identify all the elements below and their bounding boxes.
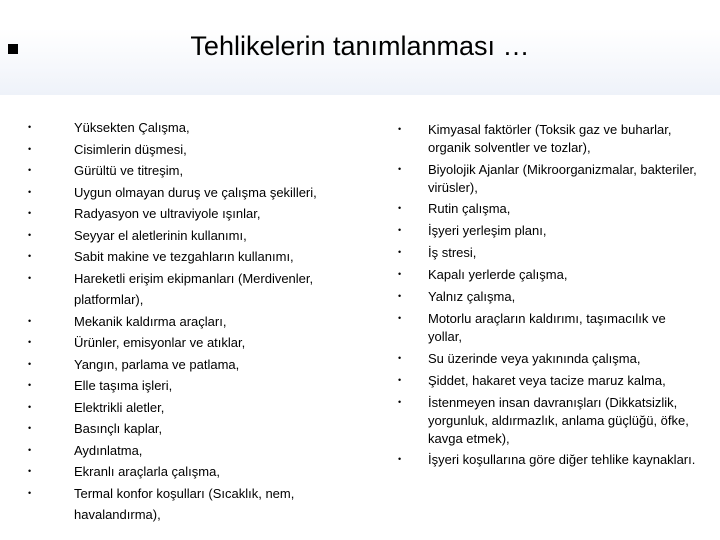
list-item-text: Ürünler, emisyonlar ve atıklar, xyxy=(74,335,246,350)
list-item xyxy=(398,119,698,158)
bullet-icon: • xyxy=(28,143,32,154)
list-item-text: İstenmeyen insan davranışları (Dikkatsizlik, yorgunluk, aldırmazlık, anlama güçlüğü, öfke, kavga etmek), xyxy=(428,394,689,446)
list-item-text: Gürültü ve titreşim, xyxy=(74,163,184,178)
list-item-text: Hareketli erişim ekipmanları (Merdivenler, platformlar), xyxy=(74,270,314,307)
left-hazard-list xyxy=(28,117,358,526)
list-item-text: İşyeri koşullarına göre diğer tehlike kaynakları. xyxy=(428,452,696,467)
list-item-text: Yalnız çalışma, xyxy=(428,289,516,304)
list-item xyxy=(398,348,698,370)
bullet-icon: • xyxy=(398,313,402,323)
list-item xyxy=(28,483,358,526)
list-item-text: İş stresi, xyxy=(428,245,477,260)
list-item xyxy=(28,160,358,182)
bullet-icon: • xyxy=(398,203,402,213)
list-item-text: Basınçlı kaplar, xyxy=(74,421,163,436)
list-item xyxy=(28,246,358,268)
list-item-text: Ekranlı araçlarla çalışma, xyxy=(74,464,220,479)
bullet-icon: • xyxy=(28,186,32,197)
right-hazard-list xyxy=(398,119,698,471)
list-item-text: Elle taşıma işleri, xyxy=(74,378,173,393)
bullet-icon: • xyxy=(398,124,402,134)
list-item xyxy=(28,332,358,354)
bullet-icon: • xyxy=(28,380,32,390)
bullet-icon: • xyxy=(398,396,402,407)
list-item-text: Kimyasal faktörler (Toksik gaz ve buharlar, organik solventler ve tozlar), xyxy=(428,122,672,155)
list-item-text: Cisimlerin düşmesi, xyxy=(74,141,187,157)
list-item xyxy=(398,392,698,449)
list-item xyxy=(28,182,358,204)
bullet-icon: • xyxy=(28,315,32,326)
bullet-icon: • xyxy=(28,337,32,347)
list-item xyxy=(398,308,698,347)
list-item xyxy=(28,268,358,311)
bullet-icon: • xyxy=(28,358,32,369)
bullet-icon: • xyxy=(28,423,32,433)
bullet-icon: • xyxy=(398,454,402,464)
list-item xyxy=(398,198,698,220)
list-item xyxy=(398,159,698,198)
list-item-text: Seyyar el aletlerinin kullanımı, xyxy=(74,227,247,243)
list-item-text: Biyolojik Ajanlar (Mikroorganizmalar, bakteriler, virüsler), xyxy=(428,161,697,195)
list-item xyxy=(28,354,358,376)
list-item-text: İşyeri yerleşim planı, xyxy=(428,223,547,238)
list-item xyxy=(398,370,698,392)
bullet-icon: • xyxy=(398,225,402,235)
title-bar xyxy=(0,0,720,95)
bullet-icon: • xyxy=(398,163,402,174)
list-item xyxy=(28,418,358,440)
bullet-icon: • xyxy=(28,466,32,476)
bullet-icon: • xyxy=(398,374,402,385)
bullet-icon: • xyxy=(398,269,402,279)
list-item-text: Sabit makine ve tezgahların kullanımı, xyxy=(74,249,294,264)
list-item-text: Su üzerinde veya yakınında çalışma, xyxy=(428,350,641,366)
list-item-text: Şiddet, hakaret veya tacize maruz kalma, xyxy=(428,372,666,388)
list-item xyxy=(28,311,358,333)
list-item-text: Elektrikli aletler, xyxy=(74,399,165,415)
bullet-icon: • xyxy=(28,251,32,261)
list-item-text: Yüksekten Çalışma, xyxy=(74,120,190,135)
list-item xyxy=(398,242,698,264)
list-item-text: Radyasyon ve ultraviyole ışınlar, xyxy=(74,206,261,221)
list-item xyxy=(28,117,358,139)
list-item-text: Kapalı yerlerde çalışma, xyxy=(428,267,568,282)
list-item xyxy=(28,397,358,419)
list-item xyxy=(398,264,698,286)
list-item xyxy=(28,461,358,483)
list-item xyxy=(398,449,698,471)
list-item xyxy=(28,440,358,462)
list-item xyxy=(398,220,698,242)
bullet-icon: • xyxy=(28,272,32,283)
bullet-icon: • xyxy=(28,122,32,132)
bullet-icon: • xyxy=(28,208,32,218)
bullet-icon: • xyxy=(398,352,402,363)
list-item xyxy=(28,139,358,161)
bullet-icon: • xyxy=(28,165,32,175)
list-item-text: Termal konfor koşulları (Sıcaklık, nem, havalandırma), xyxy=(74,485,295,522)
bullet-icon: • xyxy=(28,401,32,412)
bullet-icon: • xyxy=(28,229,32,240)
bullet-icon: • xyxy=(398,247,402,257)
list-item xyxy=(398,286,698,308)
list-item-text: Uygun olmayan duruş ve çalışma şekilleri, xyxy=(74,184,317,200)
list-item xyxy=(28,203,358,225)
list-item xyxy=(28,375,358,397)
list-item-text: Aydınlatma, xyxy=(74,442,143,458)
list-item-text: Yangın, parlama ve patlama, xyxy=(74,356,240,372)
list-item-text: Mekanik kaldırma araçları, xyxy=(74,313,227,329)
list-item xyxy=(28,225,358,247)
bullet-icon: • xyxy=(28,444,32,455)
bullet-icon: • xyxy=(28,487,32,498)
list-item-text: Motorlu araçların kaldırımı, taşımacılık ve yollar, xyxy=(428,311,666,344)
list-item-text: Rutin çalışma, xyxy=(428,201,511,216)
bullet-icon: • xyxy=(398,291,402,301)
slide-title: Tehlikelerin tanımlanması … xyxy=(190,31,530,61)
